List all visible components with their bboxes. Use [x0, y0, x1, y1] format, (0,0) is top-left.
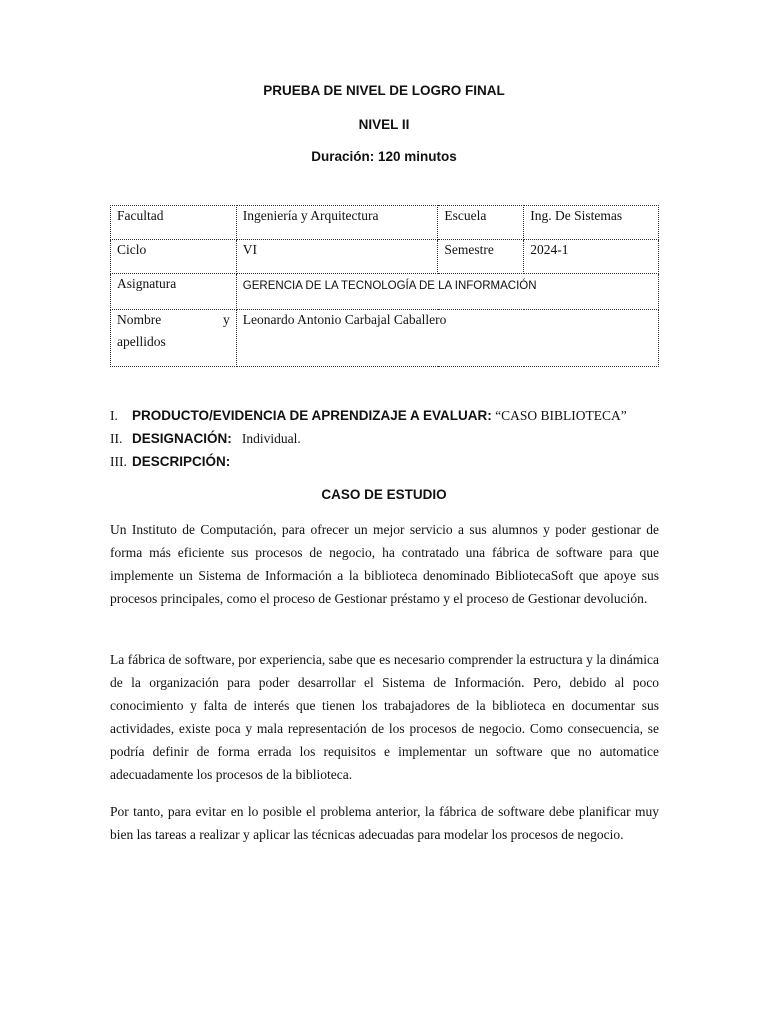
faculty-value: Ingeniería y Arquitectura	[236, 206, 438, 240]
subject-value: GERENCIA DE LA TECNOLOGÍA DE LA INFORMACIÓN	[236, 274, 658, 310]
semester-value: 2024-1	[524, 240, 659, 274]
info-row-name	[111, 310, 659, 367]
name-label-word1: Nombre	[117, 312, 162, 327]
name-value: Leonardo Antonio Carbajal Caballero	[236, 310, 658, 367]
section-3-number: III.	[110, 454, 127, 469]
section-1-label: PRODUCTO/EVIDENCIA DE APRENDIZAJE A EVALUAR:	[132, 408, 492, 423]
paragraph-2: La fábrica de software, por experiencia, sabe que es necesario comprender la estructura y la dinámica de la organización para poder desarrollar el Sistema de Información. Pero, debido al poco conocimiento y falta de interés que tienen los trabajadores de la biblioteca en documentar sus actividades, existe poca y mala representación de los procesos de negocio. Como consecuencia, se podría definir de forma errada los requisitos e implementar un software que no automatice adecuadamente los procesos de la biblioteca.	[110, 652, 659, 782]
info-table	[110, 205, 659, 367]
doc-duration: Duración: 120 minutos	[311, 149, 457, 164]
section-1-number: I.	[110, 408, 118, 423]
paragraph-3: Por tanto, para evitar en lo posible el problema anterior, la fábrica de software debe planificar muy bien las tareas a realizar y aplicar las técnicas adecuadas para modelar los procesos de negocio.	[110, 804, 659, 842]
section-1	[110, 407, 627, 425]
faculty-label: Facultad	[111, 206, 237, 240]
subject-label: Asignatura	[111, 274, 237, 310]
section-2-value: Individual.	[231, 431, 301, 446]
name-label-cell	[111, 310, 237, 367]
section-2-number: II.	[110, 431, 123, 446]
section-3	[110, 453, 230, 471]
school-label: Escuela	[438, 206, 524, 240]
section-2	[110, 430, 301, 448]
info-row-cycle	[111, 240, 659, 274]
name-label-word3: apellidos	[117, 334, 166, 349]
name-label-word2: y	[223, 312, 230, 327]
cycle-label: Ciclo	[111, 240, 237, 274]
section-2-label: DESIGNACIÓN:	[132, 431, 232, 446]
case-title: CASO DE ESTUDIO	[321, 487, 447, 502]
paragraph-1: Un Instituto de Computación, para ofrecer un mejor servicio a sus alumnos y poder gestionar de forma más eficiente sus procesos de negocio, ha contratado una fábrica de software para que implemente un Sistema de Información a la biblioteca denominado BibliotecaSoft que apoye sus procesos principales, como el proceso de Gestionar préstamo y el proceso de Gestionar devolución.	[110, 522, 659, 606]
school-value: Ing. De Sistemas	[524, 206, 659, 240]
semester-label: Semestre	[438, 240, 524, 274]
section-1-value: “CASO BIBLIOTECA”	[491, 408, 627, 423]
doc-title: PRUEBA DE NIVEL DE LOGRO FINAL	[263, 83, 505, 98]
section-3-label: DESCRIPCIÓN:	[132, 454, 231, 469]
cycle-value: VI	[236, 240, 438, 274]
info-row-faculty	[111, 206, 659, 240]
info-row-subject	[111, 274, 659, 310]
doc-level: NIVEL II	[358, 117, 410, 132]
